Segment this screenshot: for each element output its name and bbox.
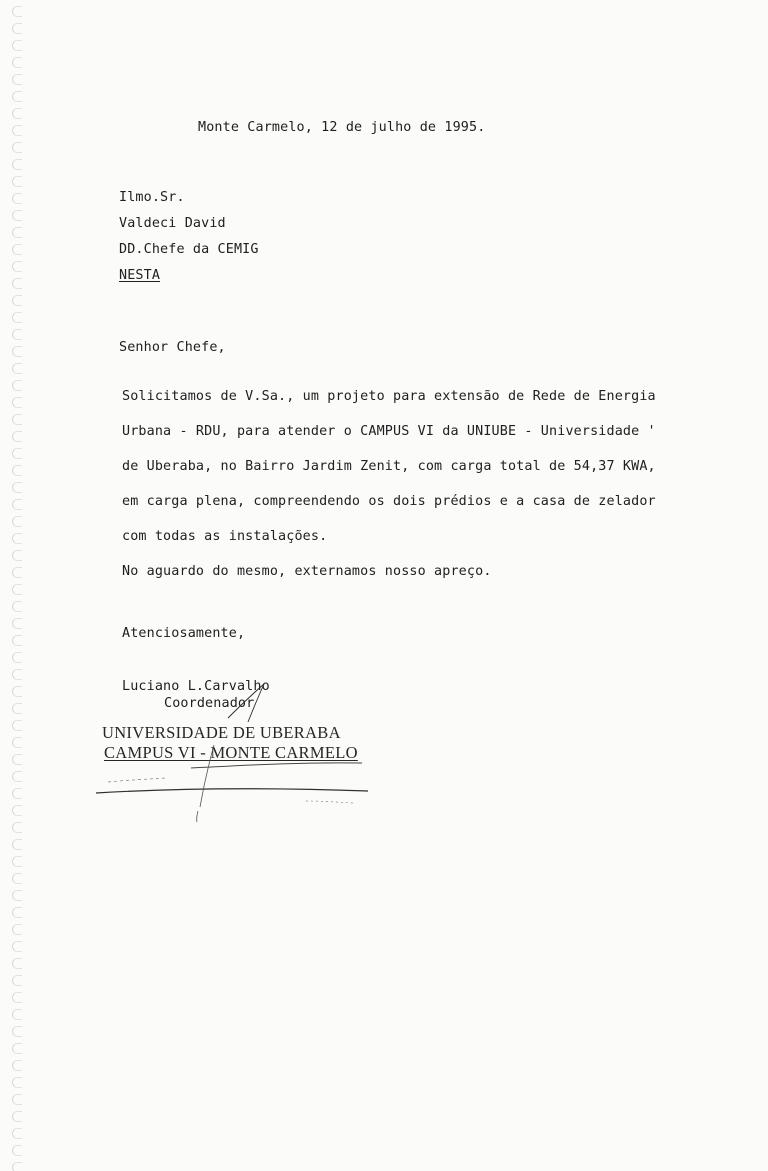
perforation-hole [12, 1128, 22, 1139]
perforation-hole [12, 771, 22, 782]
perforation-hole [12, 686, 22, 697]
perforation-hole [12, 261, 22, 272]
institution-stamp-line-1: UNIVERSIDADE DE UBERABA [102, 723, 341, 742]
perforation-hole [12, 482, 22, 493]
perforation-hole [12, 227, 22, 238]
perforation-hole [12, 839, 22, 850]
body-line-6: No aguardo do mesmo, externamos nosso apreço. [122, 564, 492, 579]
signature-name: Luciano L.Carvalho [122, 679, 270, 694]
perforation-hole [12, 873, 22, 884]
perforation-hole [12, 210, 22, 221]
perforation-hole [12, 584, 22, 595]
perforation-hole [12, 703, 22, 714]
perforation-hole [12, 346, 22, 357]
perforation-hole [12, 6, 22, 17]
perforation-hole [12, 499, 22, 510]
recipient-name: Valdeci David [119, 216, 226, 231]
perforation-hole [12, 312, 22, 323]
perforation-hole [12, 635, 22, 646]
perforation-hole [12, 1026, 22, 1037]
recipient-location: NESTA [119, 268, 161, 283]
perforation-hole [12, 533, 22, 544]
perforation-hole [12, 669, 22, 680]
perforation-hole [12, 414, 22, 425]
perforation-hole [12, 363, 22, 374]
perforation-hole [12, 108, 22, 119]
perforation-hole [12, 329, 22, 340]
perforation-hole [12, 856, 22, 867]
perforation-hole [12, 975, 22, 986]
perforation-hole [12, 244, 22, 255]
perforation-hole [12, 652, 22, 663]
salutation: Senhor Chefe, [119, 340, 226, 355]
date-line: Monte Carmelo, 12 de julho de 1995. [198, 120, 486, 135]
perforation-hole [12, 465, 22, 476]
perforation-hole [12, 822, 22, 833]
perforation-hole [12, 550, 22, 561]
perforation-hole [12, 159, 22, 170]
body-line-1: Solicitamos de V.Sa., um projeto para extensão de Rede de Energia [122, 389, 656, 404]
perforation-hole [12, 618, 22, 629]
perforation-hole [12, 176, 22, 187]
paper-perforation-edge [10, 0, 24, 1171]
perforation-hole [12, 23, 22, 34]
perforation-hole [12, 1094, 22, 1105]
perforation-hole [12, 57, 22, 68]
perforation-hole [12, 890, 22, 901]
perforation-hole [12, 958, 22, 969]
perforation-hole [12, 754, 22, 765]
perforation-hole [12, 193, 22, 204]
handwritten-signature-marks [88, 660, 388, 830]
perforation-hole [12, 1043, 22, 1054]
perforation-hole [12, 142, 22, 153]
perforation-hole [12, 1077, 22, 1088]
body-line-3: de Uberaba, no Bairro Jardim Zenit, com carga total de 54,37 KWA, [122, 459, 656, 474]
perforation-hole [12, 431, 22, 442]
perforation-hole [12, 295, 22, 306]
perforation-hole [12, 1145, 22, 1156]
perforation-hole [12, 788, 22, 799]
perforation-hole [12, 1060, 22, 1071]
perforation-hole [12, 924, 22, 935]
perforation-hole [12, 1111, 22, 1122]
perforation-hole [12, 737, 22, 748]
perforation-hole [12, 125, 22, 136]
perforation-hole [12, 40, 22, 51]
perforation-hole [12, 380, 22, 391]
body-line-2: Urbana - RDU, para atender o CAMPUS VI da UNIUBE - Universidade ' [122, 424, 656, 439]
perforation-hole [12, 907, 22, 918]
perforation-hole [12, 601, 22, 612]
perforation-hole [12, 720, 22, 731]
recipient-role: DD.Chefe da CEMIG [119, 242, 259, 257]
perforation-hole [12, 278, 22, 289]
perforation-hole [12, 992, 22, 1003]
perforation-hole [12, 448, 22, 459]
signature-title: Coordenador [164, 696, 255, 711]
body-line-4: em carga plena, compreendendo os dois prédios e a casa de zelador [122, 494, 656, 509]
perforation-hole [12, 805, 22, 816]
perforation-hole [12, 74, 22, 85]
perforation-hole [12, 1009, 22, 1020]
perforation-hole [12, 941, 22, 952]
perforation-hole [12, 1162, 22, 1171]
body-line-5: com todas as instalações. [122, 529, 328, 544]
recipient-title: Ilmo.Sr. [119, 190, 185, 205]
perforation-hole [12, 397, 22, 408]
institution-stamp-line-2: CAMPUS VI - MONTE CARMELO [104, 743, 358, 762]
perforation-hole [12, 567, 22, 578]
closing: Atenciosamente, [122, 626, 246, 641]
perforation-hole [12, 516, 22, 527]
perforation-hole [12, 91, 22, 102]
